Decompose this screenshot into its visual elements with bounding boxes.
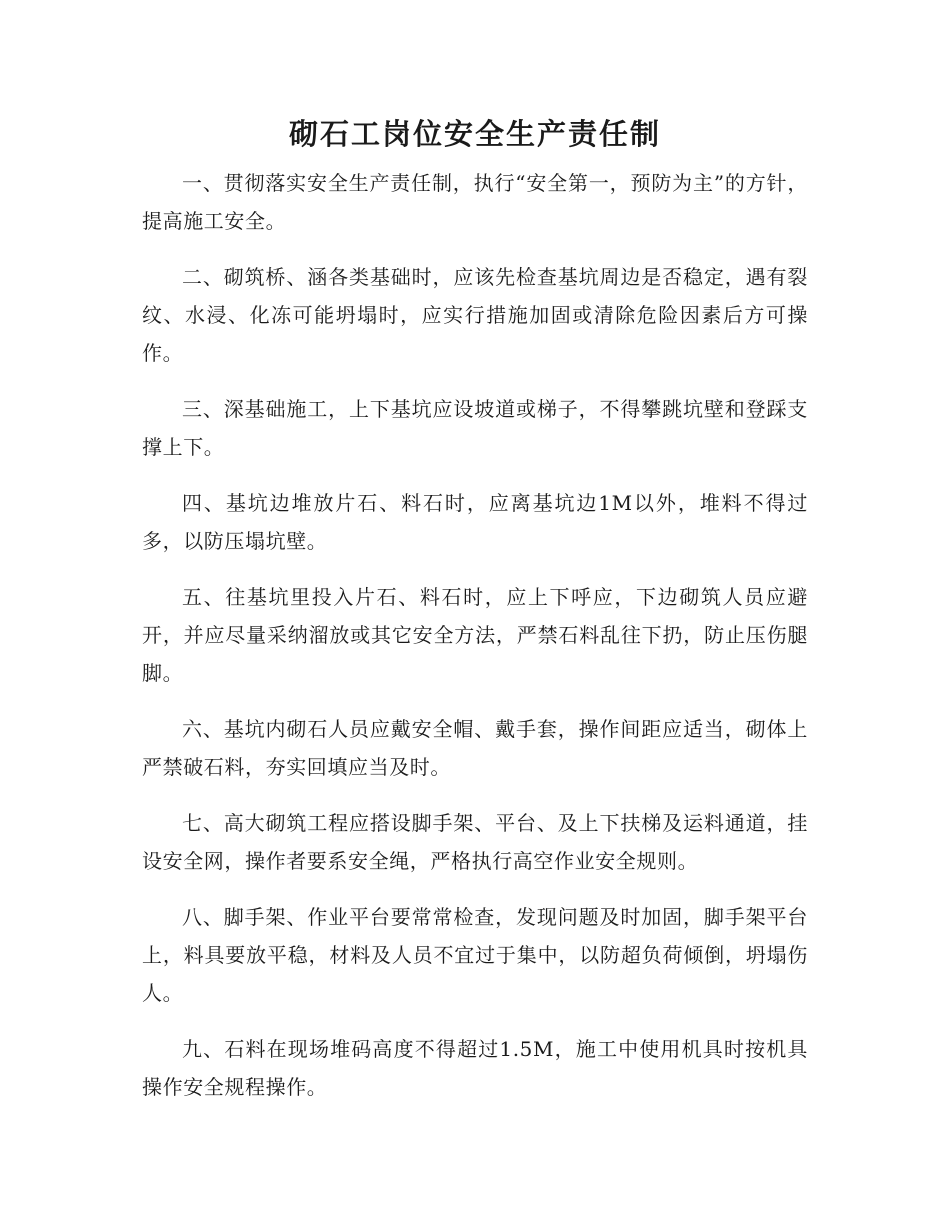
clause-1: 一、贯彻落实安全生产责任制，执行“安全第一，预防为主”的方针，提高施工安全。 [142, 171, 808, 233]
clause-7: 七、高大砌筑工程应搭设脚手架、平台、及上下扶梯及运料通道，挂设安全网，操作者要系安全绳，严格执行高空作业安全规则。 [142, 811, 808, 873]
clause-9: 九、石料在现场堆码高度不得超过1.5M，施工中使用机具时按机具操作安全规程操作。 [142, 1037, 808, 1099]
document-title: 砌石工岗位安全生产责任制 [288, 117, 661, 151]
clause-8: 八、脚手架、作业平台要常常检查，发现问题及时加固，脚手架平台上，料具要放平稳，材料及人员不宜过于集中，以防超负荷倾倒，坍塌伤人。 [142, 905, 808, 1005]
clause-3: 三、深基础施工，上下基坑应设坡道或梯子，不得攀跳坑壁和登踩支撑上下。 [142, 397, 808, 459]
clause-6: 六、基坑内砌石人员应戴安全帽、戴手套，操作间距应适当，砌体上严禁破石料，夯实回填应当及时。 [142, 717, 808, 779]
clause-5: 五、往基坑里投入片石、料石时，应上下呼应，下边砌筑人员应避开，并应尽量采纳溜放或其它安全方法，严禁石料乱往下扔，防止压伤腿脚。 [142, 585, 808, 685]
clause-4: 四、基坑边堆放片石、料石时，应离基坑边1M以外，堆料不得过多，以防压塌坑壁。 [142, 491, 808, 553]
clause-2: 二、砌筑桥、涵各类基础时，应该先检查基坑周边是否稳定，遇有裂纹、水浸、化冻可能坍塌时，应实行措施加固或清除危险因素后方可操作。 [142, 265, 808, 365]
